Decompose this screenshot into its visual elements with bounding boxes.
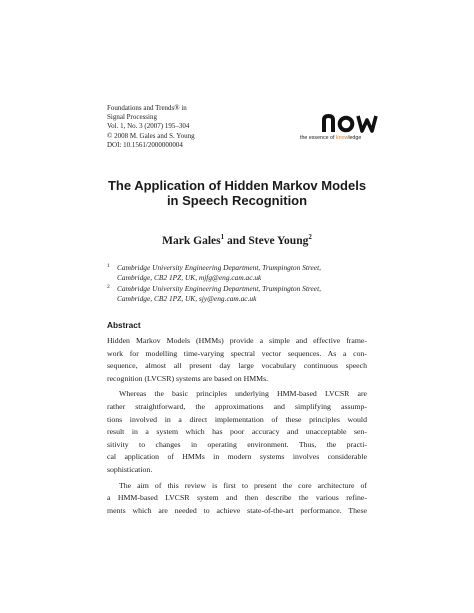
paper-title-line-1: The Application of Hidden Markov Models bbox=[107, 178, 367, 193]
journal-info bbox=[107, 104, 195, 150]
affiliation-marker: 2 bbox=[308, 233, 312, 241]
affiliation-line: Cambridge University Engineering Department, Trumpington Street, bbox=[117, 284, 321, 293]
affiliation-number: 2 bbox=[107, 284, 110, 290]
text-line: ments which are needed to achieve state-of-the-art performance. These bbox=[107, 505, 367, 515]
affiliation bbox=[107, 263, 367, 283]
affiliation-line: Cambridge, CB2 1PZ, UK, mjfg@eng.cam.ac.uk bbox=[117, 273, 262, 283]
text-line: The aim of this review is first to present the core architecture of bbox=[119, 480, 367, 490]
journal-volume-line: Vol. 1, No. 3 (2007) 195–304 bbox=[107, 122, 190, 131]
text-line: rather straightforward, the approximations and simplifying assump- bbox=[107, 401, 367, 411]
paper-title bbox=[107, 178, 367, 208]
abstract-paragraph bbox=[107, 335, 367, 385]
journal-subject-line: Signal Processing bbox=[107, 113, 157, 122]
logo-tagline: the essence of knowledge bbox=[300, 135, 362, 141]
author-name: Steve Young bbox=[248, 234, 309, 247]
author-list bbox=[107, 233, 367, 247]
text-line: Whereas the basic principles underlying HMM-based LVCSR are bbox=[119, 389, 367, 399]
affiliation-line: Cambridge University Engineering Department, Trumpington Street, bbox=[117, 263, 321, 272]
paper-title-line-2: in Speech Recognition bbox=[166, 193, 308, 208]
author-name: Mark Gales bbox=[162, 234, 221, 247]
now-wordmark-icon bbox=[322, 113, 382, 133]
text-line: recognition (LVCSR) systems are based on HMMs. bbox=[107, 373, 269, 383]
copyright-line: © 2008 M. Gales and S. Young bbox=[107, 131, 195, 140]
abstract-heading: Abstract bbox=[107, 320, 141, 330]
text-line: Hidden Markov Models (HMMs) provide a simple and effective frame- bbox=[107, 336, 367, 345]
text-line: a HMM-based LVCSR system and then describe the various refine- bbox=[107, 493, 367, 503]
author-conjunction: and bbox=[224, 234, 249, 247]
journal-series-line: Foundations and Trends® in bbox=[107, 104, 187, 112]
affiliation-number: 1 bbox=[107, 263, 110, 269]
abstract-paragraph bbox=[107, 480, 367, 518]
text-line: tions involved in a direct implementation of these principles would bbox=[107, 414, 367, 424]
text-line: cal application of HMMs in modern systems involves considerable bbox=[107, 452, 367, 462]
abstract-body bbox=[107, 335, 367, 517]
now-publishers-logo bbox=[300, 113, 382, 141]
affiliation bbox=[107, 284, 367, 304]
logo-tagline-accent: know bbox=[335, 135, 349, 141]
doi-line: DOI: 10.1561/2000000004 bbox=[107, 140, 183, 149]
text-line: sophistication. bbox=[107, 464, 153, 474]
text-line: sequence, almost all present day large vocabulary continuous speech bbox=[107, 361, 367, 371]
text-line: work for modelling time-varying spectral vector sequences. As a con- bbox=[107, 348, 367, 358]
abstract-paragraph bbox=[107, 388, 367, 476]
text-line: result in a system which has poor accuracy and unacceptable sen- bbox=[107, 427, 367, 437]
text-line: sitivity to changes in operating environment. Thus, the practi- bbox=[107, 439, 367, 449]
affiliation-line: Cambridge, CB2 1PZ, UK, sjy@eng.cam.ac.uk bbox=[117, 294, 257, 304]
affiliation-marker: 1 bbox=[220, 233, 225, 241]
